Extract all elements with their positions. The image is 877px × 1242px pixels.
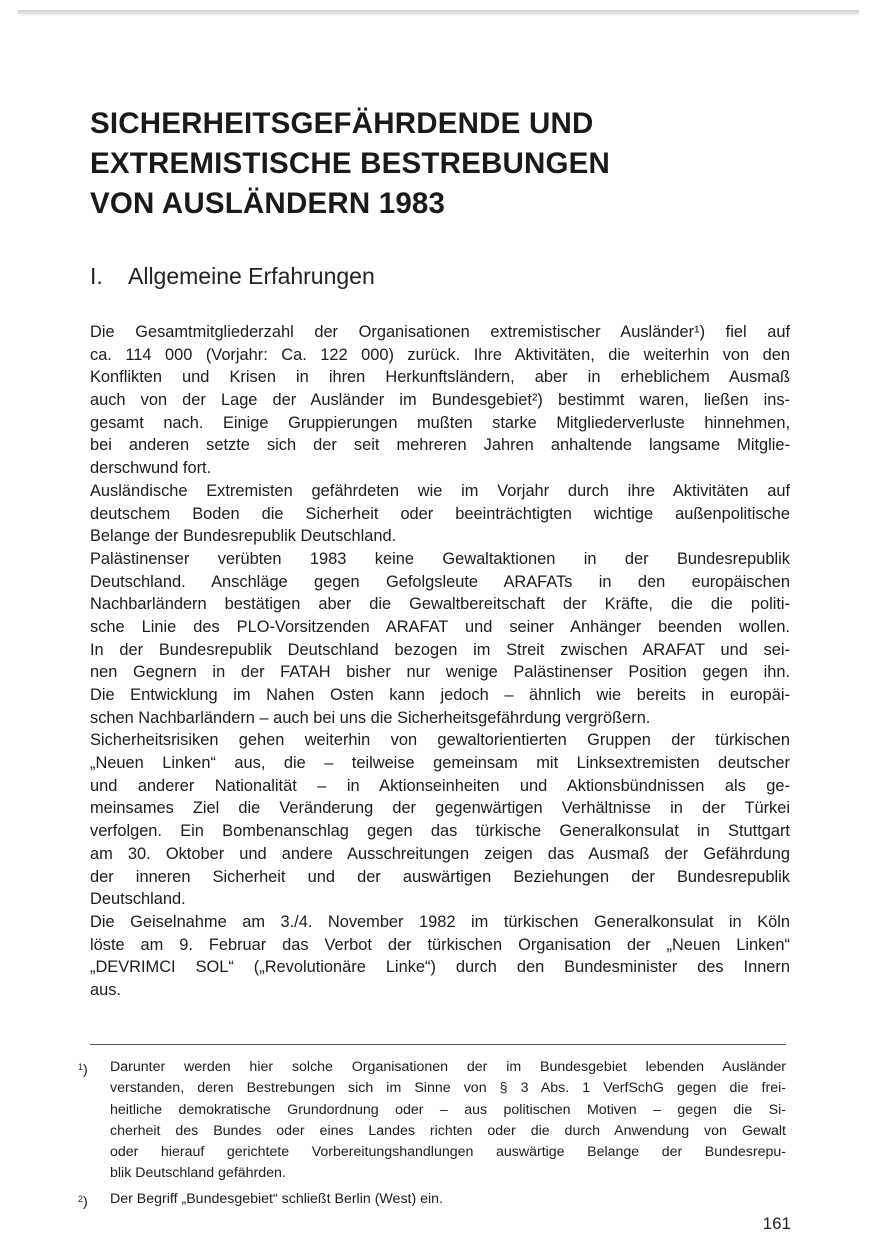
footnote-mark: $^2$) bbox=[78, 1193, 88, 1210]
body-line: sche Linie des PLO-Vorsitzenden ARAFAT und seiner Anhänger beenden wollen. bbox=[90, 617, 790, 636]
footnote-line: verstanden, deren Bestrebungen sich im Sinne von § 3 Abs. 1 VerfSchG gegen die frei- bbox=[110, 1080, 786, 1097]
body-line: Die Gesamtmitgliederzahl der Organisationen extremistischer Ausländer¹) fiel auf bbox=[90, 323, 790, 341]
title-line: SICHERHEITSGEFÄHRDENDE UND bbox=[90, 107, 594, 140]
body-line: Ausländische Extremisten gefährdeten wie im Vorjahr durch ihre Aktivitäten auf bbox=[90, 481, 790, 500]
body-line: Konflikten und Krisen in ihren Herkunftsländern, aber in erheblichem Ausmaß bbox=[90, 368, 790, 387]
body-line: Die Entwicklung im Nahen Osten kann jedoch – ähnlich wie bereits in europäi- bbox=[90, 686, 790, 704]
footnote-line: Der Begriff „Bundesgebiet“ schließt Berlin (West) ein. bbox=[110, 1190, 444, 1207]
title-line: EXTREMISTISCHE BESTREBUNGEN bbox=[90, 147, 611, 180]
body-line: „Neuen Linken“ aus, die – teilweise gemeinsam mit Linksextremisten deutscher bbox=[90, 754, 790, 773]
document-title bbox=[90, 104, 610, 224]
body-line: bei anderen setzte sich der seit mehreren Jahren anhaltende langsame Mitglie- bbox=[90, 436, 790, 455]
footnote bbox=[78, 1057, 786, 1185]
body-line: Deutschland. bbox=[90, 890, 186, 909]
body-line: verfolgen. Ein Bombenanschlag gegen das türkische Generalkonsulat in Stuttgart bbox=[90, 822, 790, 841]
footnote-mark-number: 1 bbox=[78, 1062, 84, 1072]
body-line: Sicherheitsrisiken gehen weiterhin von gewaltorientierten Gruppen der türkischen bbox=[90, 731, 790, 750]
footnote-mark-number: 2 bbox=[78, 1193, 84, 1204]
body-line: der inneren Sicherheit und der auswärtigen Beziehungen der Bundesrepublik bbox=[90, 867, 790, 886]
footnote-line: oder hierauf gerichtete Vorbereitungshandlungen auswärtige Belange der Bundesrepu- bbox=[110, 1144, 786, 1161]
body-line: löste am 9. Februar das Verbot der türkischen Organisation der „Neuen Linken“ bbox=[90, 935, 790, 954]
section-heading bbox=[90, 262, 375, 290]
footnote-line: heitliche demokratische Grundordnung oder – aus politischen Motiven – gegen die Si- bbox=[110, 1101, 786, 1118]
section-title: Allgemeine Erfahrungen bbox=[128, 263, 375, 289]
footnote-line: cherheit des Bundes oder eines Landes richten oder die durch Anwendung von Gewalt bbox=[110, 1122, 786, 1139]
page-number: 161 bbox=[762, 1214, 791, 1233]
scan-edge-shadow bbox=[18, 10, 859, 16]
body-line: auch von der Lage der Ausländer im Bundesgebiet²) bestimmt waren, ließen ins- bbox=[90, 391, 790, 410]
body-line: nen Gegnern in der FATAH bisher nur wenige Palästinenser Position gegen ihn. bbox=[90, 663, 790, 682]
body-line: am 30. Oktober und andere Ausschreitungen zeigen das Ausmaß der Gefährdung bbox=[90, 844, 790, 863]
title-line: VON AUSLÄNDERN 1983 bbox=[90, 187, 446, 220]
body-line: In der Bundesrepublik Deutschland bezogen im Streit zwischen ARAFAT und sei- bbox=[90, 640, 790, 659]
body-line: ca. 114 000 (Vorjahr: Ca. 122 000) zurück. Ihre Aktivitäten, die weiterhin von den bbox=[90, 345, 790, 364]
body-line: derschwund fort. bbox=[90, 459, 212, 478]
footnotes bbox=[78, 1057, 786, 1210]
footnote-line: Darunter werden hier solche Organisationen der im Bundesgebiet lebenden Ausländer bbox=[110, 1059, 786, 1075]
body-line: Deutschland. Anschläge gegen Gefolgsleute ARAFATs in den europäischen bbox=[90, 572, 790, 591]
body-text bbox=[90, 321, 790, 1002]
footnote-mark: $^1$) bbox=[78, 1062, 88, 1078]
body-line: deutschem Boden die Sicherheit oder beeinträchtigten wichtige außenpolitische bbox=[90, 504, 790, 523]
footnote-divider bbox=[90, 1044, 786, 1045]
body-line: Palästinenser verübten 1983 keine Gewaltaktionen in der Bundesrepublik bbox=[90, 549, 790, 568]
body-line: Die Geiselnahme am 3./4. November 1982 im türkischen Generalkonsulat in Köln bbox=[90, 912, 790, 931]
body-line: Belange der Bundesrepublik Deutschland. bbox=[90, 527, 397, 546]
body-line: Nachbarländern bestätigen aber die Gewaltbereitschaft der Kräfte, die die politi- bbox=[90, 595, 790, 614]
body-line: gesamt nach. Einige Gruppierungen mußten starke Mitgliederverluste hinnehmen, bbox=[90, 413, 790, 432]
body-line: und anderer Nationalität – in Aktionseinheiten und Aktionsbündnissen als ge- bbox=[90, 776, 790, 795]
footnote bbox=[78, 1189, 786, 1210]
body-line: schen Nachbarländern – auch bei uns die Sicherheitsgefährdung vergrößern. bbox=[90, 708, 651, 727]
footnote-line: blik Deutschland gefährden. bbox=[110, 1165, 286, 1182]
body-line: „DEVRIMCI SOL“ („Revolutionäre Linke“) durch den Bundesminister des Innern bbox=[90, 958, 790, 977]
body-line: aus. bbox=[90, 980, 121, 999]
body-line: meinsames Ziel die Veränderung der gegenwärtigen Verhältnisse in der Türkei bbox=[90, 799, 790, 818]
section-number: I. bbox=[90, 263, 103, 289]
